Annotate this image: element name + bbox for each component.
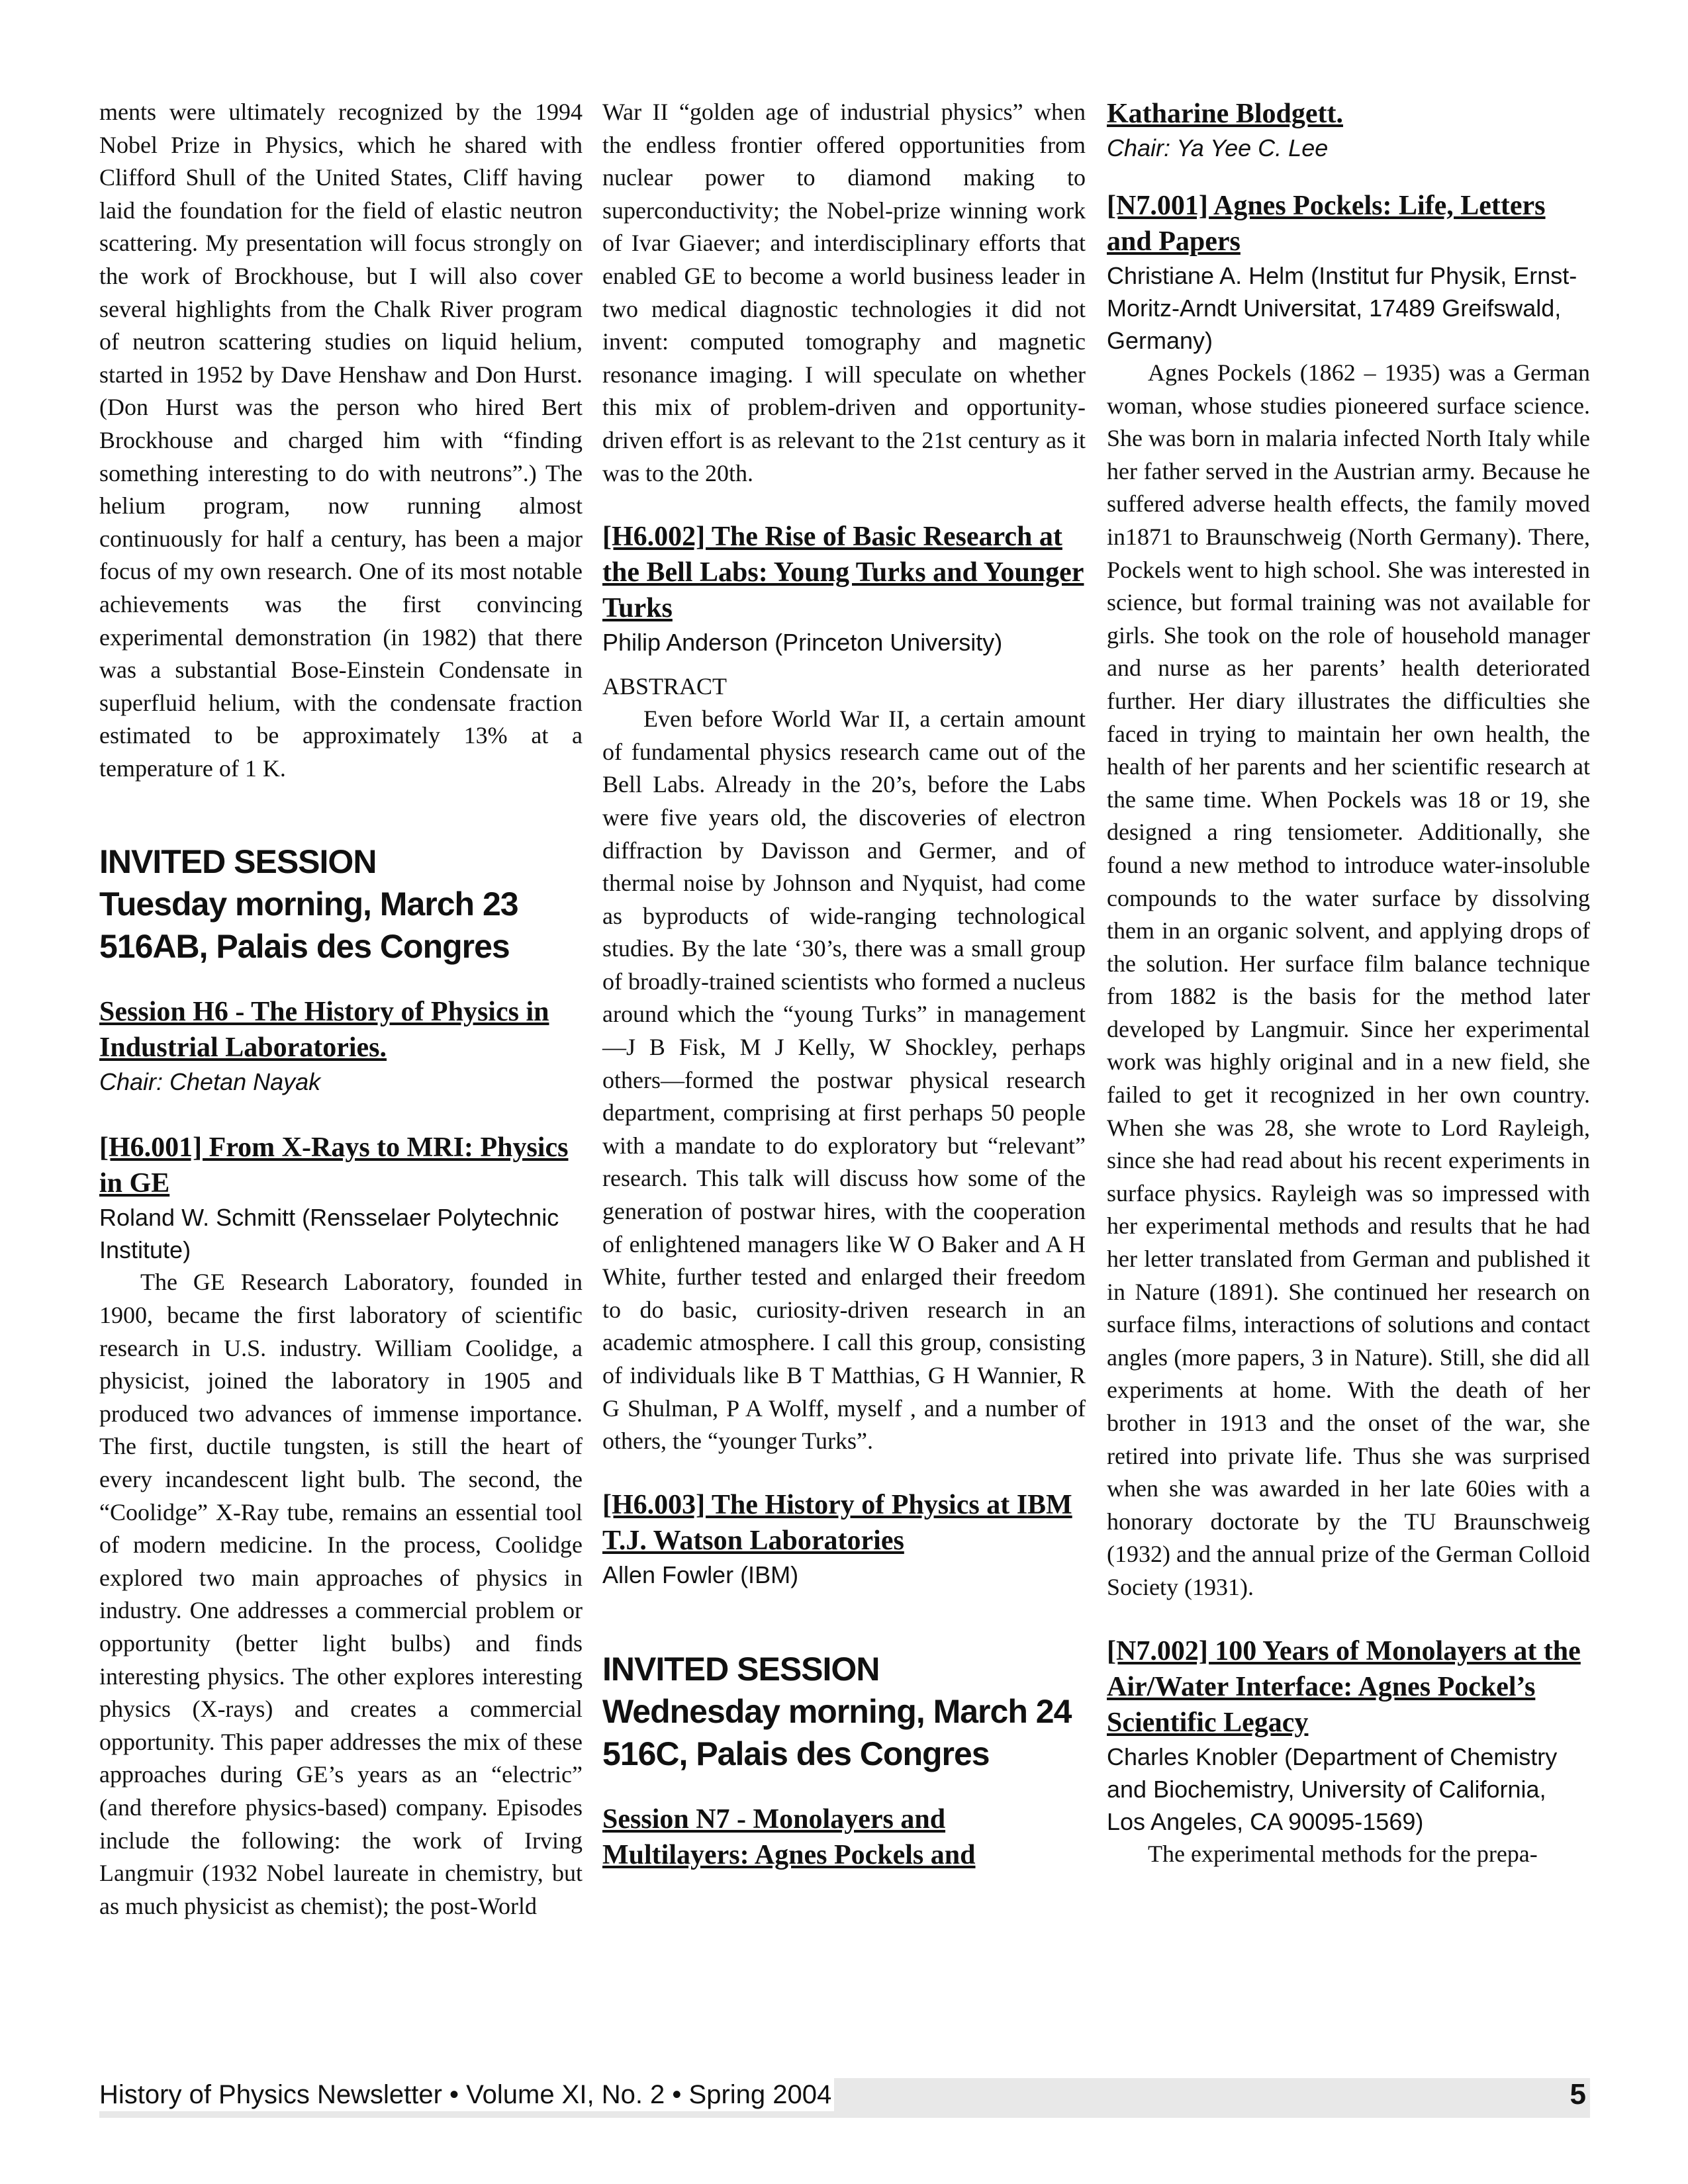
session-location: 516AB, Palais des Congres [99, 928, 510, 966]
session-title: Session H6 - The History of Physics in Industrial Laboratories. [99, 997, 549, 1064]
talk-title-h6-003: [H6.003] The History of Physics at IBM T.J. Watson Laboratories [602, 1489, 1072, 1556]
talk-abstract-h6-002: Even before World War II, a certain amount of fundamental physics research came out of the Bell Labs. Already in the 20’s, before the Labs were five years old, the discoveries of electron diffraction by Davisson and Germer, and of thermal noise by Johnson and Nyquist, had come as byproducts of wide-ranging technological studies. By the late ‘30’s, there was a small group of broadly-trained scientists who formed a nucleus around which the “young Turks” in management —J B Fisk, M J Kelly, W Shockley, perhaps others—formed the postwar physical research department, comprising at first perhaps 50 people with a mandate to do exploratory but “relevant” research. This talk will discuss how some of the generation of postwar hires, with the cooperation of enlightened managers like W O Baker and A H White, further tested and enlarged their freedom to do basic, curiosity-driven research in an academic atmosphere. I call this group, consisting of individuals like B T Matthias, G H Wannier, R G Shulman, P A Wolff, myself , and a number of others, the “younger Turks”. [602, 705, 1086, 1455]
invited-session-label: INVITED SESSION [99, 843, 377, 881]
talk-abstract-n7-002: The experimental methods for the prepa- [1148, 1840, 1538, 1867]
session-title-continued: Katharine Blodgett. [1107, 99, 1343, 129]
continued-paragraph: War II “golden age of industrial physics” when the endless frontier offered opportunities from nuclear power to diamond making to superconductivity; the Nobel-prize winning work of Ivar Giaever; and interdisciplinary efforts that enabled GE to become a world business leader in two medical diagnostic technologies it did not invent: computed tomography and magnetic resonance imaging. I will speculate on whether this mix of problem-driven and opportunity-driven effort is as relevant to the 21st century as it was to the 20th. [602, 99, 1086, 486]
session-time: Tuesday morning, March 23 [99, 886, 518, 923]
talk-title-n7-001: [N7.001] Agnes Pockels: Life, Letters and Papers [1107, 191, 1546, 257]
talk-title-h6-001: [H6.001] From X-Rays to MRI: Physics in GE [99, 1132, 569, 1199]
session-time: Wednesday morning, March 24 [602, 1692, 1072, 1730]
session-title: Session N7 - Monolayers and Multilayers: Agnes Pockels and [602, 1803, 976, 1870]
talk-author-n7-002: Charles Knobler (Department of Chemistry and Biochemistry, University of California, Los Angeles, CA 90095-1569) [1107, 1743, 1558, 1835]
talk-abstract-h6-001: The GE Research Laboratory, founded in 1900, became the first laboratory of scientific research in U.S. industry. William Coolidge, a physicist, joined the laboratory in 1905 and produced two advances of immense importance. The first, ductile tungsten, is still the heart of every incandescent light bulb. The second, the “Coolidge” X-Ray tube, remains an essential tool of modern medicine. In the process, Coolidge explored two main approaches of physics in industry. One addresses a commercial problem or opportunity (better light bulbs) and finds interesting physics. The other explores interesting physics (X-rays) and creates a commercial opportunity. This paper addresses the mix of these approaches during GE’s years as an “electric” (and therefore physics-based) company. Episodes include the following: the work of Irving Langmuir (1932 Nobel laureate in chemistry, but as much physicist as chemist); the post-World [99, 1269, 583, 1919]
talk-author-h6-001: Roland W. Schmitt (Rensselaer Polytechnic Institute) [99, 1204, 559, 1264]
talk-abstract-n7-001: Agnes Pockels (1862 – 1935) was a German woman, whose studies pioneered surface science. She was born in malaria infected North Italy while her father served in the Austrian army. Because he suffered adverse health effects, the family moved in1871 to Braunschweig (North Germany). There, Pockels went to high school. She was interested in science, but formal training was not available for girls. She took on the role of household manager and nurse as her parents’ health deteriorated further. Her diary illustrates the difficulties she faced in trying to maintain her own health, the health of her parents and her scientific research at the same time. When Pockels was 18 or 19, she designed a ring tensiometer. Additionally, she found a new method to introduce water-insoluble compounds to the water surface by dissolving them in an organic solvent, and applying drops of the solution. Her surface film balance technique from 1882 is the basis for the method later developed by Langmuir. Since her experimental work was highly original and in a new field, she failed to get it recognized in her own country. When she was 28, she wrote to Lord Rayleigh, since she had read about his recent experiments in surface physics. Rayleigh was so impressed with her experimental methods and results that he had her letter translated from German and published it in Nature (1891). She continued her research on surface films, interactions of solutions and contact angles (more papers, 3 in Nature). Still, she did all experiments at home. With the death of her brother in 1913 and the onset of the war, she retired into private life. Thus she was surprised when she was awarded in her late 60ies with a honorary doctorate by the TU Braunschweig (1932) and the annual prize of the German Colloid Society (1931). [1107, 359, 1590, 1600]
page-number: 5 [1570, 2078, 1586, 2111]
invited-session-label: INVITED SESSION [602, 1650, 880, 1688]
page-footer [99, 2078, 1590, 2118]
continued-paragraph: ments were ultimately recognized by the 1994 Nobel Prize in Physics, which he shared with Clifford Shull of the United States, Cliff having laid the foundation for the field of elastic neutron scattering. My presentation will focus strongly on the work of Brockhouse, but I will also cover several highlights from the Chalk River program of neutron scattering studies on liquid helium, started in 1952 by Dave Henshaw and Don Hurst. (Don Hurst was the person who hired Bert Brockhouse and charged him with “finding something interesting to do with neutrons”.) The helium program, now running almost continuously for half a century, has been a major focus of my own research. One of its most notable achievements was the first convincing experimental demonstration (in 1982) that there was a substantial Bose-Einstein Condensate in superfluid helium, with the condensate fraction estimated to be approximately 13% at a temperature of 1 K. [99, 99, 583, 782]
session-chair: Chair: Chetan Nayak [99, 1068, 321, 1096]
invited-session-heading-tuesday [99, 841, 583, 968]
talk-author-h6-002: Philip Anderson (Princeton University) [602, 629, 1003, 657]
talk-title-n7-002: [N7.002] 100 Years of Monolayers at the Air/Water Interface: Agnes Pockel’s Scientific Legacy [1107, 1635, 1581, 1738]
session-location: 516C, Palais des Congres [602, 1735, 990, 1772]
abstract-label: ABSTRACT [602, 673, 727, 700]
column-left [99, 96, 583, 1923]
talk-author-h6-003: Allen Fowler (IBM) [602, 1561, 799, 1588]
talk-title-h6-002: [H6.002] The Rise of Basic Research at the Bell Labs: Young Turks and Younger Turks [602, 522, 1084, 624]
newsletter-citation: History of Physics Newsletter • Volume XI, No. 2 • Spring 2004 [99, 2078, 834, 2111]
column-right [1107, 96, 1590, 1870]
talk-author-n7-001: Christiane A. Helm (Institut fur Physik, Ernst-Moritz-Arndt Universitat, 17489 Greifswald, Germany) [1107, 262, 1577, 354]
session-chair: Chair: Ya Yee C. Lee [1107, 134, 1329, 161]
column-middle [602, 96, 1086, 1873]
invited-session-heading-wednesday [602, 1648, 1086, 1775]
